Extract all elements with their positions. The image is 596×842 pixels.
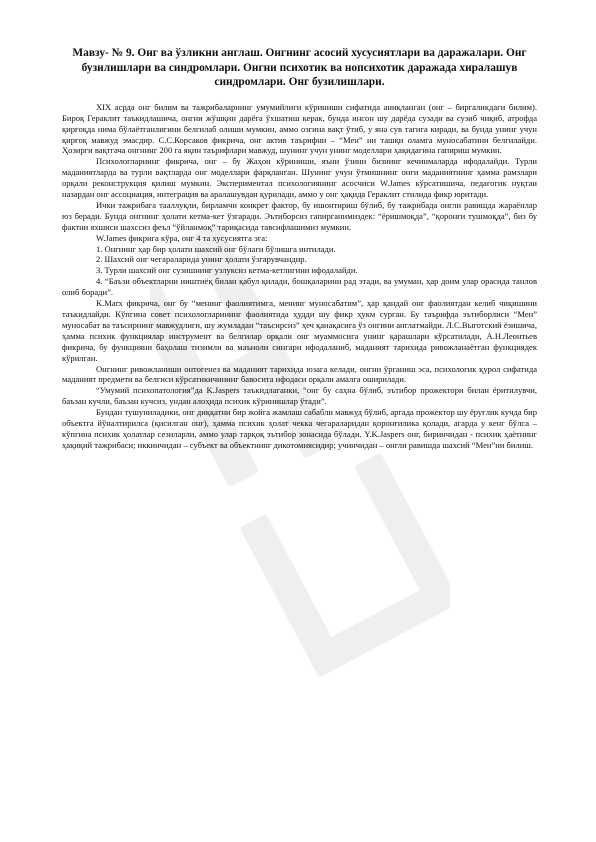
paragraph: K.Marx фикрича, онг бу “менинг фаолиятимга, менинг муносабатим”, ҳар қандай онг фаолиятдан келиб чиқишини таъкидлайди. Кўпгина совет психологларининг фаолиятида ҳудди шу фикр ҳукм сурган. Бу таърифда эътиборлиси “Мен” муносабат ва таъсирнинг мавжудлиги, шу жумладан “таъсирсиз” ҳеч қанақасига ўз онгини англатмайди. Л.С.Выготский ёзишича, ҳамма психик функциялар инструмент ва белгилар орқали онг муаммосига унинг қарашлари кўрсатилади, А.Н.Леонтьев фикрича, бу функцияни баҳолаш тизимли ва маъноли сингари ифодаланиб, маданият тарихида ривожланаётган функциядек кўрилган. — [62, 298, 537, 363]
list-item: 3. Турли шахсий онг сузишнинг узлуксиз кетма-кетлигини ифодалайди. — [96, 265, 358, 276]
document-title: Мавзу- № 9. Онг ва ўзликни англаш. Онгнинг асосий хусусиятлари ва даражалари. Онг бузилишлари ва синдромлари. Онгни психотик ва нопсихотик даражада хиралашув синдромлари. Онг бузилишлари. — [72, 47, 527, 89]
watermark-stroke — [239, 513, 345, 677]
watermark-stroke — [305, 581, 450, 678]
paragraph: XIX асрда онг билим ва тажрибаларнинг умумийлиги кўриниши сифатида аниқланган (онг – биргаликдаги билим). Бироқ Гераклит таъкидлашича, онгни жўшқин дарёга ўхшатиш керак, бунда инсон шу дарёда сузади ва сузиб чиқиб, атрофда қирғоқда нима бўлаётганлигини белгилаб олиши мумкин, аммо озгина вақт ўтиб, у яна сув тагига киради, ва бунда унинг учун қирғоқ мавжуд эмасдир. С.С.Корсаков фикрича, онг актив таърифни – “Мен” ни ташқи оламга муносабатини белгилайди. Ҳозирги вақтгача онгнинг 200 га яқин таърифлари мавжуд, шунинг учун унинг моделлари ҳақидагина гапириш мумкин. — [62, 101, 537, 156]
paragraph: Бундан тушуниладики, онг диққатни бир жойга жамлаш сабабли мавжуд бўлиб, аргада прожектор шу ёруғлик кучда бир объектга йўналтирилса (қисилган онг), ҳамма психик ҳолат чекка чегараларидан қоронғилика қолади, агарда у кенг бўлса – кўпгина психик ҳолатлар сезиларли, аммо улар тарқоқ эътибор зонасида бўлади. Y.K.Jaspers онг, биринчидан - психик ҳаётнинг ҳақиқий тажрибаси; иккинчидан – субъект ва объектнинг дикотомиясидир; учинчидан – онгли равишда шахсий “Мен”ни билиш. — [62, 407, 537, 450]
watermark-stroke — [354, 452, 450, 616]
paragraph: Онгнинг ривожланиши онтогенез ва маданият тарихида юзага келади, онгни ўрганиш эса, психологик қурол сифатида маданият предмети ва белгиси кўрсатикичининг бавосита ифодаси орқали амалга оширилади. — [62, 363, 537, 385]
paragraph: Психологларнинг фикрича, онг – бу Жаҳон кўриниши, яъни ўзини бизнинг кечинмаларда ифодалайди. Турли маданиятларда ва турли вақтларда онг моделлари фарқланган. Шунинг учун ўтмишнинг онги маданиятнинг ҳамма рамзлари орқали реконструкция қилиш мумкин. Экспериментал психологиянинг асосчиси W.James кўрсатишича, педагогик нуқтаи назардан онг ассоциация, интеграция ва аралашувдан қурилади, аммо у онг ҳақида Гераклит стилида фикр юритади. — [62, 156, 537, 200]
paragraph: W.James фикрига кўра, онг 4 та хусусиятга эга: — [96, 232, 268, 243]
document-body — [62, 102, 537, 451]
paragraph: Ички тажрибага тааллуқли, бирламчи конкрет фактор, бу ишонтириш бўлиб, бу тажрибада онгли равишда жараёнлар юз беради. Бунда онгнинг ҳолати кетма-кет ўзгаради. Эътиборсиз гапирганимиздек: “ёришмоқда”, “қоронғи тушмоқда”, биз бу фактни яхшиси шахссиз феъл “ўйланмоқ” тариқасида тавсифлашимиз мумкин. — [62, 199, 537, 232]
list-item: 2. Шахсий онг чегараларида унинг ҳолати ўзгарувчандир. — [96, 254, 307, 265]
list-item: 4. “Баъзи объектларни ииштиёқ билан қабул қилади, бошқаларини рад этади, ва умуман, ҳар доим улар орасида танлов олиб боради”. — [62, 276, 537, 298]
paragraph: “Умумий психопатология”да K.Jaspers таъкидлаганки, “онг бу саҳна бўлиб, эътибор прожектори билан ёритилувчи, баъзан кучли, баъзан кучсиз, ундан алоҳида психик кўринишлар ўтади”. — [62, 385, 537, 407]
list-item: 1. Онгнинг ҳар бир ҳолати шахсий онг бўлаги бўлишга интилади. — [96, 243, 336, 254]
document-content — [62, 46, 537, 451]
